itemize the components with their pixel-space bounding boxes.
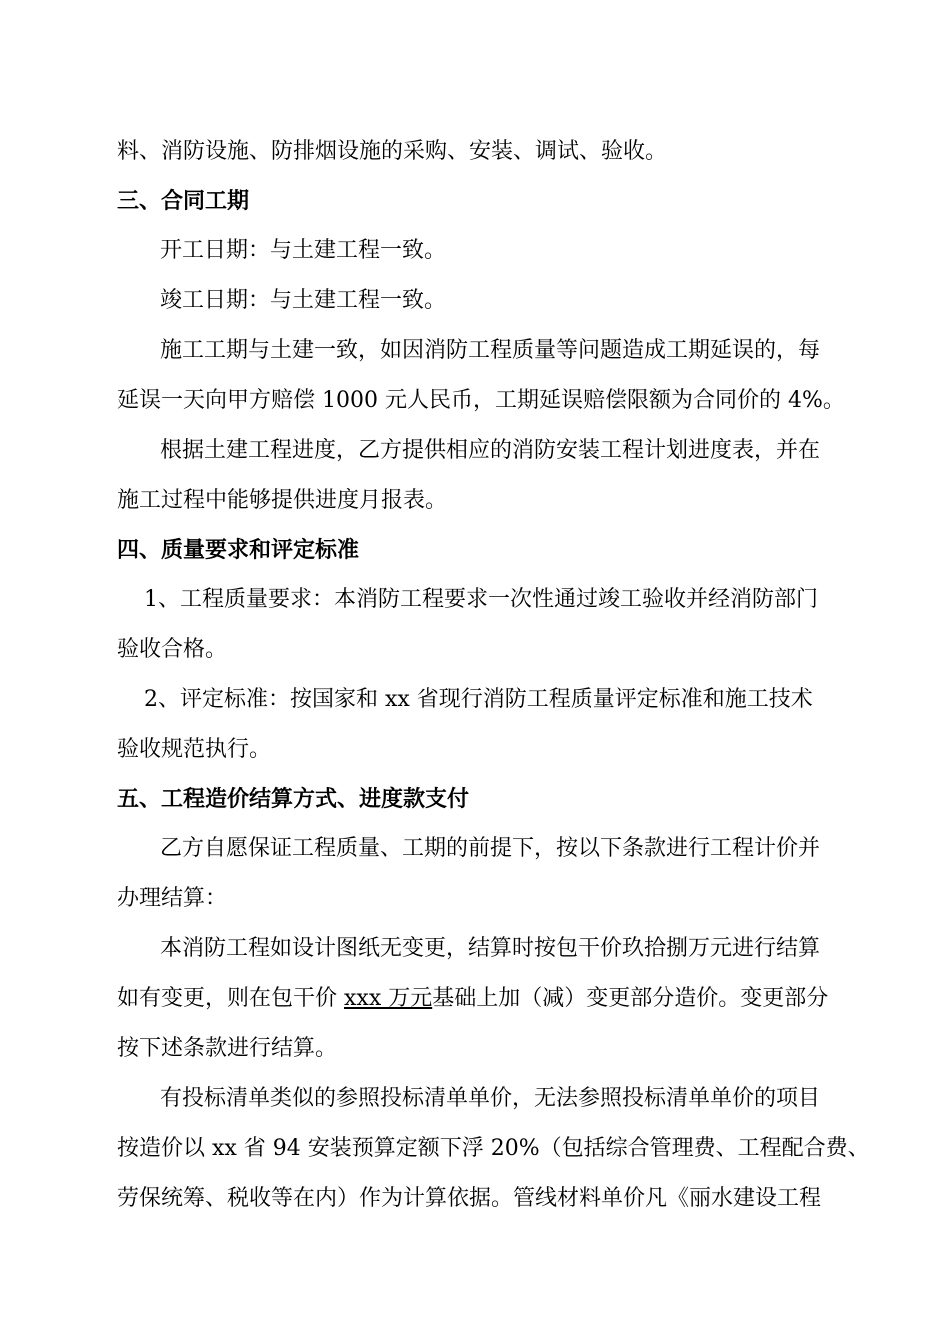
body-line: 按造价以 xx 省 94 安装预算定额下浮 20%（包括综合管理费、工程配合费、 [117, 1136, 870, 1161]
body-line: 2、评定标准：按国家和 xx 省现行消防工程质量评定标准和施工技术 [144, 687, 813, 712]
body-line: 施工工期与土建一致，如因消防工程质量等问题造成工期延误的，每 [160, 338, 821, 363]
body-text: 如有变更，则在包干价 [117, 986, 344, 1011]
body-line: 验收规范执行。 [117, 737, 272, 762]
body-line: 开工日期：与土建工程一致。 [160, 238, 447, 263]
body-line: 根据土建工程进度，乙方提供相应的消防安装工程计划进度表，并在 [160, 438, 821, 463]
body-line [117, 984, 857, 1014]
body-line: 乙方自愿保证工程质量、工期的前提下，按以下条款进行工程计价并 [160, 836, 821, 861]
body-line: 办理结算： [117, 886, 228, 911]
body-line: 施工过程中能够提供进度月报表。 [117, 488, 448, 513]
body-line: 竣工日期：与土建工程一致。 [160, 288, 447, 313]
body-line: 料、消防设施、防排烟设施的采购、安装、调试、验收。 [117, 139, 668, 164]
body-line: 有投标清单类似的参照投标清单单价，无法参照投标清单单价的项目 [160, 1086, 821, 1111]
body-line: 验收合格。 [117, 637, 228, 662]
body-line: 1、工程质量要求：本消防工程要求一次性通过竣工验收并经消防部门 [144, 587, 818, 612]
section-heading-3: 三、合同工期 [117, 188, 250, 214]
section-heading-4: 四、质量要求和评定标准 [117, 537, 360, 563]
section-heading-5: 五、工程造价结算方式、进度款支付 [117, 786, 470, 812]
body-text: 基础上加（减）变更部分造价。变更部分 [432, 986, 829, 1011]
body-line: 本消防工程如设计图纸无变更，结算时按包干价玖拾捌万元进行结算 [160, 936, 821, 961]
underlined-amount: xxx 万元 [344, 986, 433, 1011]
body-line: 劳保统筹、税收等在内）作为计算依据。管线材料单价凡《丽水建设工程 [117, 1186, 822, 1211]
body-line: 延误一天向甲方赔偿 1000 元人民币，工期延误赔偿限额为合同价的 4%。 [117, 388, 845, 413]
body-line: 按下述条款进行结算。 [117, 1036, 338, 1061]
